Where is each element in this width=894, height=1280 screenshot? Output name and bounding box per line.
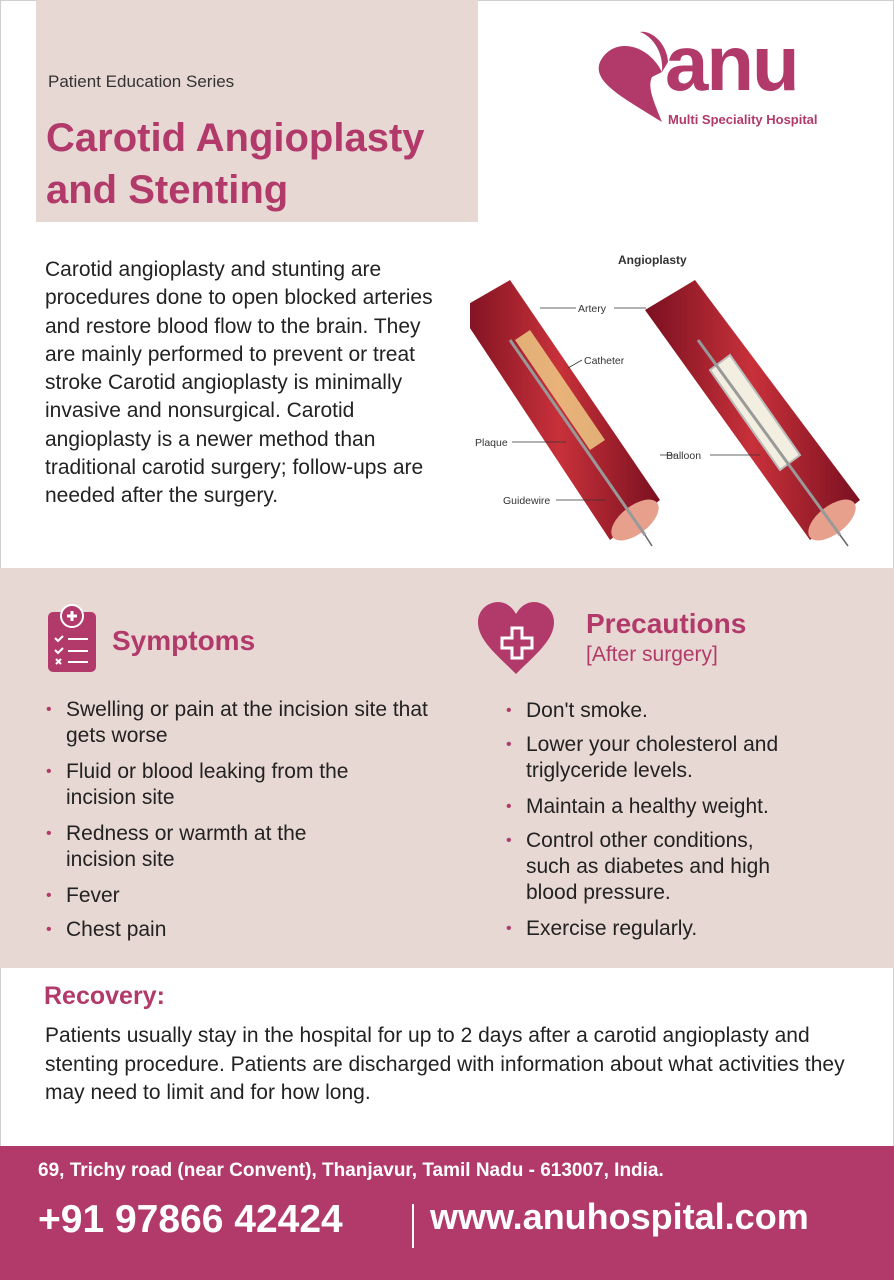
- footer: [0, 1146, 894, 1280]
- phone-number[interactable]: +91 97866 42424: [38, 1198, 343, 1241]
- label-guidewire: Guidewire: [503, 495, 551, 507]
- intro-paragraph: Carotid angioplasty and stunting are procedures done to open blocked arteries and restore blood flow to the brain. They are mainly performed to prevent or treat stroke Carotid angioplasty is minimally invasive and nonsurgical. Carotid angioplasty is a newer method than traditional carotid surgery; follow-ups are needed after the surgery.: [45, 258, 433, 508]
- website-link[interactable]: www.anuhospital.com: [430, 1196, 809, 1237]
- logo-subtitle: Multi Speciality Hospital: [668, 112, 818, 127]
- angioplasty-diagram: [470, 240, 870, 550]
- clipboard-checklist-icon: [46, 602, 98, 674]
- address: 69, Trichy road (near Convent), Thanjavur, Tamil Nadu - 613007, India.: [38, 1160, 664, 1181]
- list-item: • Maintain a healthy weight.: [506, 794, 836, 820]
- heart-plus-icon: [476, 602, 556, 676]
- title-line-2: and Stenting: [46, 168, 289, 212]
- recovery-title: Recovery:: [44, 982, 165, 1010]
- list-item: • Fluid or blood leaking from the incision site: [46, 759, 386, 811]
- page-title: [46, 112, 425, 216]
- title-line-1: Carotid Angioplasty: [46, 116, 425, 160]
- label-catheter: Catheter: [584, 355, 625, 367]
- precautions-title: Precautions: [586, 608, 747, 639]
- list-item: • Exercise regularly.: [506, 916, 836, 942]
- label-artery: Artery: [578, 303, 607, 315]
- list-item: • Control other conditions, such as diabetes and high blood pressure.: [506, 828, 791, 906]
- list-item: • Chest pain: [46, 917, 446, 943]
- precautions-list: [506, 698, 836, 942]
- list-item: • Don't smoke.: [506, 698, 836, 724]
- list-item: • Redness or warmth at the incision site: [46, 821, 356, 873]
- list-item: • Fever: [46, 883, 446, 909]
- list-item: • Lower your cholesterol and triglyceride levels.: [506, 732, 821, 784]
- diagram-title: Angioplasty: [618, 253, 687, 267]
- label-plaque: Plaque: [475, 437, 508, 449]
- symptoms-list: [46, 697, 446, 943]
- logo-wordmark: anu: [665, 19, 798, 107]
- recovery-paragraph: Patients usually stay in the hospital for up to 2 days after a carotid angioplasty and stenting procedure. Patients are discharged with information about what activities they may need to limit and for how long.: [45, 1024, 845, 1104]
- precautions-subtitle: [After surgery]: [586, 643, 718, 666]
- symptoms-title: Symptoms: [112, 625, 256, 656]
- label-balloon: Balloon: [666, 450, 702, 462]
- vessel-right: [645, 280, 863, 548]
- list-item: • Swelling or pain at the incision site that gets worse: [46, 697, 446, 749]
- vessel-left: [470, 280, 666, 548]
- series-label: Patient Education Series: [48, 72, 235, 91]
- divider: [412, 1204, 414, 1248]
